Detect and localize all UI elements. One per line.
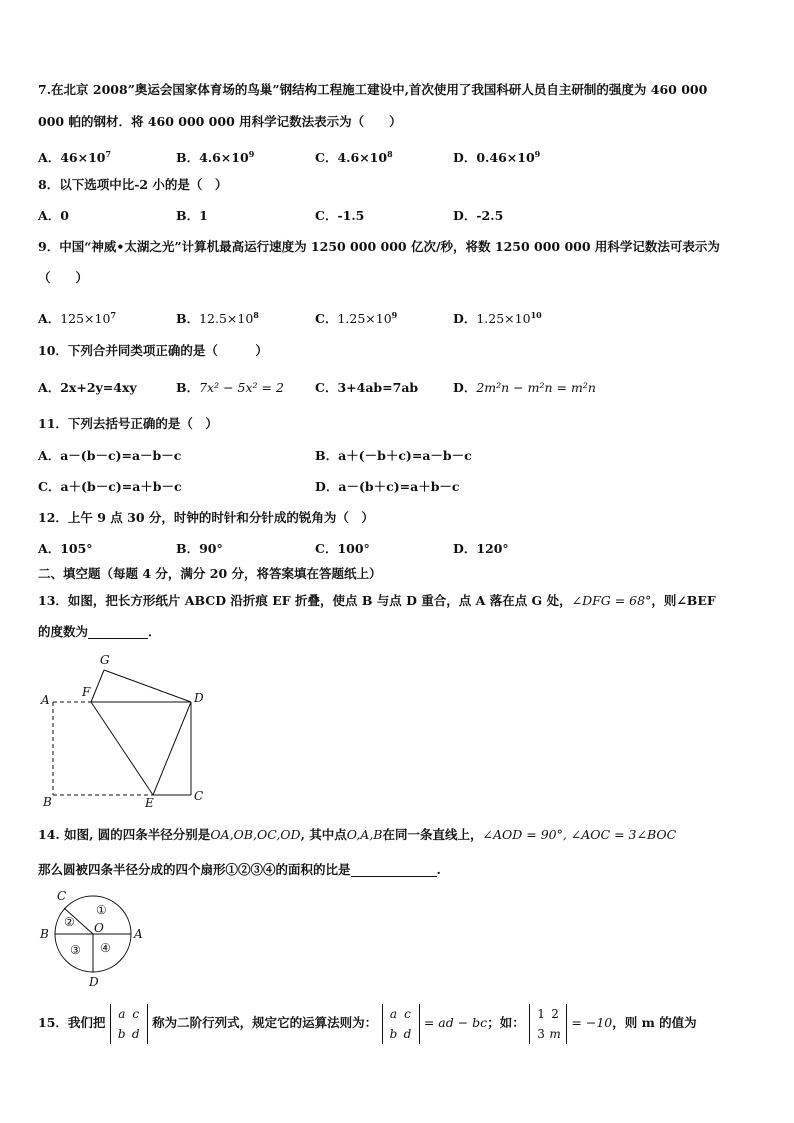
q7-stem-line2: 000 帕的钢材．将 460 000 000 用科学记数法表示为（ ） xyxy=(38,114,402,129)
q8-option-b: B．1 xyxy=(176,208,208,223)
q9-option-b: B．$12.5\times 10^8$ xyxy=(176,310,259,327)
q7-option-c: C．$4.6\times 10^8$ xyxy=(315,149,393,166)
section-heading: 二、填空题（每题 4 分，满分 20 分，将答案填在答题纸上） xyxy=(38,566,382,581)
q9-option-a: A．$125\times 10^7$ xyxy=(38,310,117,327)
q8-option-a: A．0 xyxy=(38,208,69,223)
q9-option-c: C．$1.25\times 10^9$ xyxy=(315,310,398,327)
q7-option-b: B．$4.6\times 10^9$ xyxy=(176,149,255,166)
q12-option-b: B．90° xyxy=(176,541,223,556)
q11-option-a: A．a－(b－c)=a－b－c xyxy=(38,448,182,463)
q9-stem-line2: （ ） xyxy=(38,270,89,285)
q14-stem-line1: 14. 如图, 圆的四条半径分别是OA,OB,OC,OD, 其中点O,A,B在同一条直线上，∠AOD = 90°, ∠AOC = 3∠BOC xyxy=(38,827,677,842)
q14-answer-blank xyxy=(351,862,437,877)
q13-stem-line1: 13．如图，把长方形纸片 ABCD 沿折痕 EF 折叠，使点 B 与点 D 重合，点 A 落在点 G 处，∠DFG = 68°，则∠BEF xyxy=(38,593,716,608)
q13-label-f: F xyxy=(82,685,91,699)
q13-answer-blank xyxy=(88,624,148,639)
q10-option-a: A．2x+2y=4xy xyxy=(38,380,137,395)
q13-stem-line2: 的度数为 ． xyxy=(38,624,161,639)
q12-option-a: A．105° xyxy=(38,541,93,556)
q10-option-b: B．7x² − 5x² = 2 xyxy=(176,380,284,395)
q9-stem-line1: 9．中国“神威•太湖之光”计算机最高运行速度为 1250 000 000 亿次/秒，将数 1250 000 000 用科学记数法可表示为 xyxy=(38,239,720,254)
q11-option-c: C．a＋(b－c)=a＋b－c xyxy=(38,479,182,494)
q15-determinant-example: 1 2 3 m xyxy=(529,1004,567,1044)
q13-diagram xyxy=(36,650,216,810)
q14-sector-4: ④ xyxy=(100,941,111,955)
q14-diagram xyxy=(36,888,156,996)
q13-label-b: B xyxy=(43,795,52,809)
q7-option-a: A．$46\times 10^7$ xyxy=(38,149,112,166)
q14-label-b: B xyxy=(40,927,49,941)
q14-sector-3: ③ xyxy=(70,943,81,957)
q12-stem: 12．上午 9 点 30 分，时钟的时针和分针成的锐角为（ ） xyxy=(38,510,374,525)
q14-sector-1: ① xyxy=(96,903,107,917)
q12-option-c: C．100° xyxy=(315,541,370,556)
q11-option-b: B．a＋(－b＋c)=a－b－c xyxy=(315,448,472,463)
q14-sector-2: ② xyxy=(64,915,75,929)
q14-label-c: C xyxy=(57,889,67,903)
q13-label-e: E xyxy=(145,796,154,810)
q9-option-d: D．$1.25\times 10^{10}$ xyxy=(453,310,542,327)
q7-option-d: D．$0.46\times 10^9$ xyxy=(453,149,541,166)
q14-label-d: D xyxy=(89,975,99,989)
q13-label-d: D xyxy=(194,691,204,705)
q8-option-d: D．-2.5 xyxy=(453,208,504,223)
q14-label-a: A xyxy=(134,927,143,941)
q12-option-d: D．120° xyxy=(453,541,509,556)
q8-option-c: C．-1.5 xyxy=(315,208,365,223)
q14-stem-line2: 那么圆被四条半径分成的四个扇形①②③④的面积的比是 . xyxy=(38,862,441,877)
q13-label-a: A xyxy=(41,693,50,707)
q15-determinant-general: a c b d xyxy=(110,1004,148,1044)
q15-stem: 15．我们把 a c b d 称为二阶行列式，规定它的运算法则为： a c b d = ad − bc；如： 1 2 3 m = −10，则 m 的值为 xyxy=(38,1002,697,1044)
q10-option-c: C．3+4ab=7ab xyxy=(315,380,419,395)
q11-stem: 11．下列去括号正确的是（ ） xyxy=(38,416,218,431)
q15-determinant-rule: a c b d xyxy=(382,1004,420,1044)
q11-option-d: D．a－(b＋c)=a＋b－c xyxy=(315,479,460,494)
q8-stem: 8．以下选项中比-2 小的是（ ） xyxy=(38,177,228,192)
q13-label-g: G xyxy=(100,653,110,667)
q14-label-o: O xyxy=(94,921,104,935)
q10-option-d: D．2m²n − m²n = m²n xyxy=(453,380,596,395)
q7-stem-line1: 7.在北京 2008”奥运会国家体育场的鸟巢”钢结构工程施工建设中,首次使用了我国科研人员自主研制的强度为 460 000 xyxy=(38,82,708,97)
q13-label-c: C xyxy=(194,789,204,803)
q10-stem: 10．下列合并同类项正确的是（ ） xyxy=(38,343,268,358)
